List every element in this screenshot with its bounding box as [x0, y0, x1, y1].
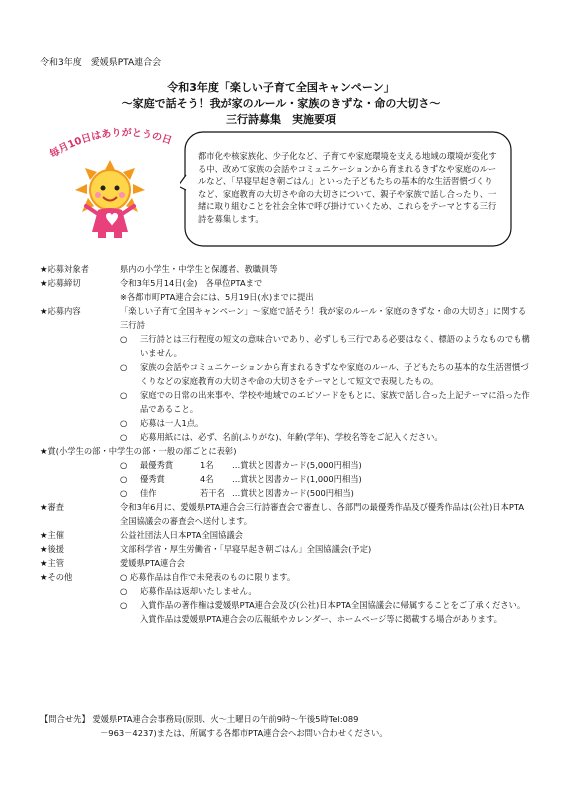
- prize-desc: …賞状と図書カード(500円相当): [232, 488, 354, 498]
- prize-item: [40, 486, 530, 500]
- list-item: [40, 332, 530, 360]
- content-value: 「楽しい子育て全国キャンペーン」～家庭で話そう！我が家のルール・家庭のきずな・命の大切さ」に関する三行詩: [120, 306, 527, 330]
- host-value: 公益社団法人日本PTA全国協議会: [120, 530, 243, 540]
- other-item-text: 入賞作品の著作権は愛媛県PTA連合会及び(公社)日本PTA全国協議会に帰属することをご了承ください。入賞作品は愛媛県PTA連合会の広報紙やカレンダー、ホームページ等に掲載する場合があります。: [140, 600, 526, 624]
- prize-item: [40, 472, 530, 486]
- contact-label: 【問合せ先】: [40, 714, 90, 724]
- content-item-text: 家族の会話やコミュニケーションから育まれるきずなや家庭のルール、子どもたちの基本的な生活習慣づくりなどの家庭教育の大切さや命の大切さをテーマとして短文で表現したもの。: [140, 362, 529, 386]
- other-item-text: 応募作品は返却いたしません。: [140, 586, 257, 596]
- bullet-circle: ○: [120, 432, 128, 442]
- target-value: 県内の小学生・中学生と保護者、教職員等: [120, 264, 278, 274]
- review-value: 令和3年6月に、愛媛県PTA連合会三行詩審査会で審査し、各部門の最優秀作品及び優秀作品は(公社)日本PTA全国協議会の審査会へ送付します。: [120, 502, 525, 526]
- prize-name: 佳作: [140, 488, 157, 498]
- host-label: ★主催: [40, 530, 65, 540]
- bullet-circle: ○: [120, 334, 128, 344]
- page-subtitle: ～家庭で話そう！我が家のルール・家族のきずな・命の大切さ～: [121, 97, 441, 110]
- prize-name: 優秀賞: [140, 474, 165, 484]
- bullet-circle: ○: [120, 362, 128, 372]
- review-row: [40, 500, 530, 528]
- deadline-value: 令和3年5月14日(金) 各単位PTAまで: [120, 278, 263, 288]
- review-label: ★審査: [40, 502, 65, 512]
- bullet-circle: ○: [120, 572, 128, 582]
- list-item: [40, 430, 530, 444]
- prize-desc: …賞状と図書カード(1,000円相当): [232, 474, 362, 484]
- prize-count: 1名: [200, 460, 214, 470]
- organizer-label: ★主管: [40, 558, 65, 568]
- content-item-text: 家庭での日常の出来事や、学校や地域でのエピソードをもとに、家族で話し合った上記テーマに沿った作品であること。: [140, 390, 530, 414]
- contact-section: [40, 712, 530, 740]
- support-row: [40, 542, 530, 556]
- page-heading: 三行詩募集 実施要項: [226, 113, 336, 126]
- bullet-circle: ○: [120, 586, 128, 596]
- prize-item: [40, 458, 530, 472]
- mascot-illustration: [40, 120, 190, 240]
- intro-text: 都市化や核家族化、少子化など、子育てや家庭環境を支える地域の環境が変化する中、改めて家族の会話やコミュニケーションから育まれるきずなや家庭のルールなど、「早寝早起き朝ごはん」といった子どもたちの基本的な生活習慣づくりなど、家庭教育の大切さや命の大切さについて、親子や家族で話し合ったり、一緒に取り組むことを社会全体で呼び掛けていくため、これらをテーマとする三行詩を募集します。: [198, 151, 497, 224]
- bullet-circle: ○: [120, 418, 128, 428]
- support-label: ★後援: [40, 544, 65, 554]
- bullet-circle: ○: [120, 460, 128, 470]
- deadline-row: [40, 276, 530, 290]
- prize-count: 若干名: [200, 488, 225, 498]
- content-label: ★応募内容: [40, 306, 81, 316]
- requirements-section: [40, 262, 530, 626]
- deadline-note: ※各都市町PTA連合会には、5月19日(水)までに提出: [120, 292, 314, 302]
- bullet-circle: ○: [120, 600, 128, 610]
- list-item: [40, 584, 530, 598]
- prize-count: 4名: [200, 474, 214, 484]
- list-item: [40, 416, 530, 430]
- organizer-row: [40, 556, 530, 570]
- contact-line1: 愛媛県PTA連合会事務局(原則、火～土曜日の午前9時～午後5時Tel:089: [92, 714, 359, 724]
- bullet-circle: ○: [120, 488, 128, 498]
- contact-line2: －963－4237)または、所属する各都市PTA連合会へお問い合わせください。: [100, 728, 388, 738]
- prize-desc: …賞状と図書カード(5,000円相当): [232, 460, 362, 470]
- prize-row: [40, 444, 530, 458]
- content-row: [40, 304, 530, 332]
- other-label: ★その他: [40, 572, 73, 582]
- host-row: [40, 528, 530, 542]
- content-item-text: 三行詩とは三行程度の短文の意味合いであり、必ずしも三行である必要はなく、標語のようなものでも構いません。: [140, 334, 530, 358]
- bullet-circle: ○: [120, 474, 128, 484]
- list-item: [40, 360, 530, 388]
- organization-name: 令和3年度 愛媛県PTA連合会: [40, 58, 162, 68]
- other-item-text: 応募作品は自作で未発表のものに限ります。: [129, 572, 296, 582]
- prize-name: 最優秀賞: [140, 460, 174, 470]
- target-label: ★応募対象者: [40, 264, 89, 274]
- other-first: [120, 570, 530, 584]
- bullet-circle: ○: [120, 390, 128, 400]
- target-row: [40, 262, 530, 276]
- prize-label: ★賞(小学生の部・中学生の部・一般の部ごとに表彰): [40, 446, 237, 456]
- list-item: [40, 598, 530, 626]
- other-row: [40, 570, 530, 584]
- page-title: 令和3年度「楽しい子育て全国キャンペーン」: [167, 81, 395, 94]
- content-item-text: 応募は一人1点。: [140, 418, 204, 428]
- support-value: 文部科学省・厚生労働省・「早寝早起き朝ごはん」全国協議会(予定): [120, 544, 372, 554]
- content-item-text: 応募用紙には、必ず、名前(ふりがな)、年齢(学年)、学校名等をご記入ください。: [140, 432, 443, 442]
- deadline-label: ★応募締切: [40, 278, 81, 288]
- organizer-value: 愛媛県PTA連合会: [120, 558, 185, 568]
- list-item: [40, 388, 530, 416]
- mascot-banner: 毎月10日はありがとうの日: [47, 127, 174, 161]
